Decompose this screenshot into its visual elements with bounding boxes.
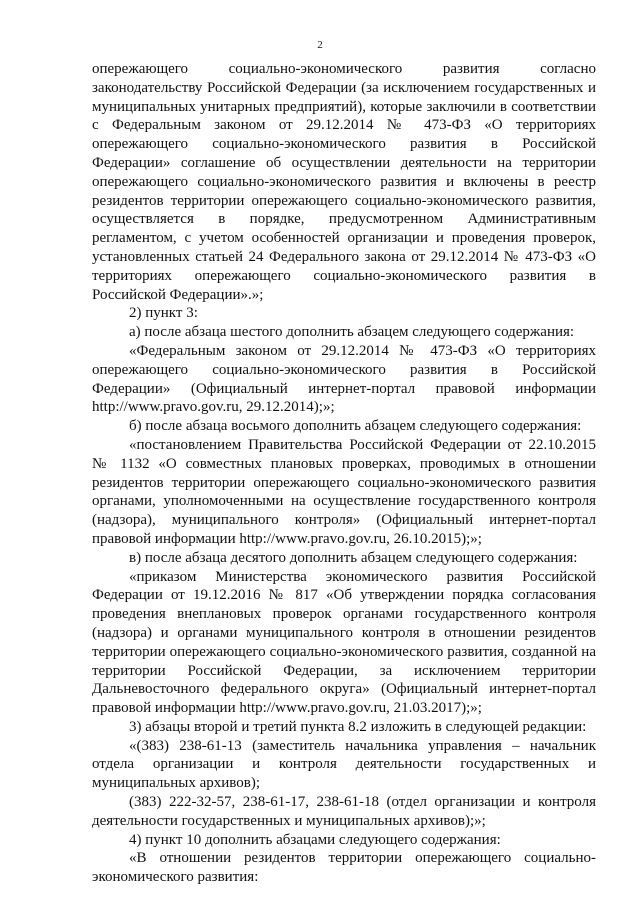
document-body [92,60,596,887]
paragraph: 4) пункт 10 дополнить абзацами следующего содержания: [129,831,501,848]
paragraph: «приказом Министерства экономического развития Российской Федерации от 19.12.2016 № 817 «Об утверждении порядка согласования проведения внеплановых проверок органами государственного контроля (надзора) и органами муниципального контроля в отношении резидентов территории опережающего социально-экономического развития, созданной на территории Российской Федерации, за исключением территории Дальневосточного федерального округа» (Официальный интернет-портал правовой информации http://www.pravo.gov.ru, 21.03.2017);»; [92,568,596,717]
paragraph: «В отношении резидентов территории опережающего социально-экономического развития: [92,850,596,886]
paragraph: 2) пункт 3: [129,305,198,322]
page-number: 2 [317,39,323,51]
paragraph: «постановлением Правительства Российской Федерации от 22.10.2015 № 1132 «О совместных плановых проверках, проводимых в отношении резидентов территории опережающего социально-экономического развития органами, уполномоченными на осуществление государственного контроля (надзора), муниципального контроля» (Официальный интернет-портал правовой информации http://www.pravo.gov.ru, 26.10.2015);»; [92,436,596,547]
paragraph: (383) 222-32-57, 238-61-17, 238-61-18 (отдел организации и контроля деятельности государственных и муниципальных архивов);»; [92,794,596,829]
paragraph: «(383) 238-61-13 (заместитель начальника управления – начальник отдела организации и контроля деятельности государственных и муниципальных архивов); [92,737,596,792]
paragraph: в) после абзаца десятого дополнить абзацем следующего содержания: [129,549,578,566]
paragraph: 3) абзацы второй и третий пункта 8.2 изложить в следующей редакции: [129,718,587,735]
paragraph: а) после абзаца шестого дополнить абзацем следующего содержания: [129,324,575,341]
paragraph: опережающего социально-экономического развития согласно законодательству Российской Федерации (за исключением государственных и муниципальных унитарных предприятий), которые заключили в соответствии с Федеральным законом от 29.12.2014 № 473-ФЗ «О территориях опережающего социально-экономического развития в Российской Федерации» соглашение об осуществлении деятельности на территории опережающего социально-экономического развития и включены в реестр резидентов территории опережающего социально-экономического развития, осуществляется в порядке, предусмотренном Административным регламентом, с учетом особенностей организации и проведения проверок, установленных статьей 24 Федерального закона от 29.12.2014 № 473-ФЗ «О территориях опережающего социально-экономического развития в Российской Федерации».»; [92,61,596,303]
paragraph: б) после абзаца восьмого дополнить абзацем следующего содержания: [129,418,582,435]
paragraph: «Федеральным законом от 29.12.2014 № 473-ФЗ «О территориях опережающего социально-экономического развития в Российской Федерации» (Официальный интернет-портал правовой информации http://www.pravo.gov.ru, 29.12.2014);»; [92,342,596,416]
